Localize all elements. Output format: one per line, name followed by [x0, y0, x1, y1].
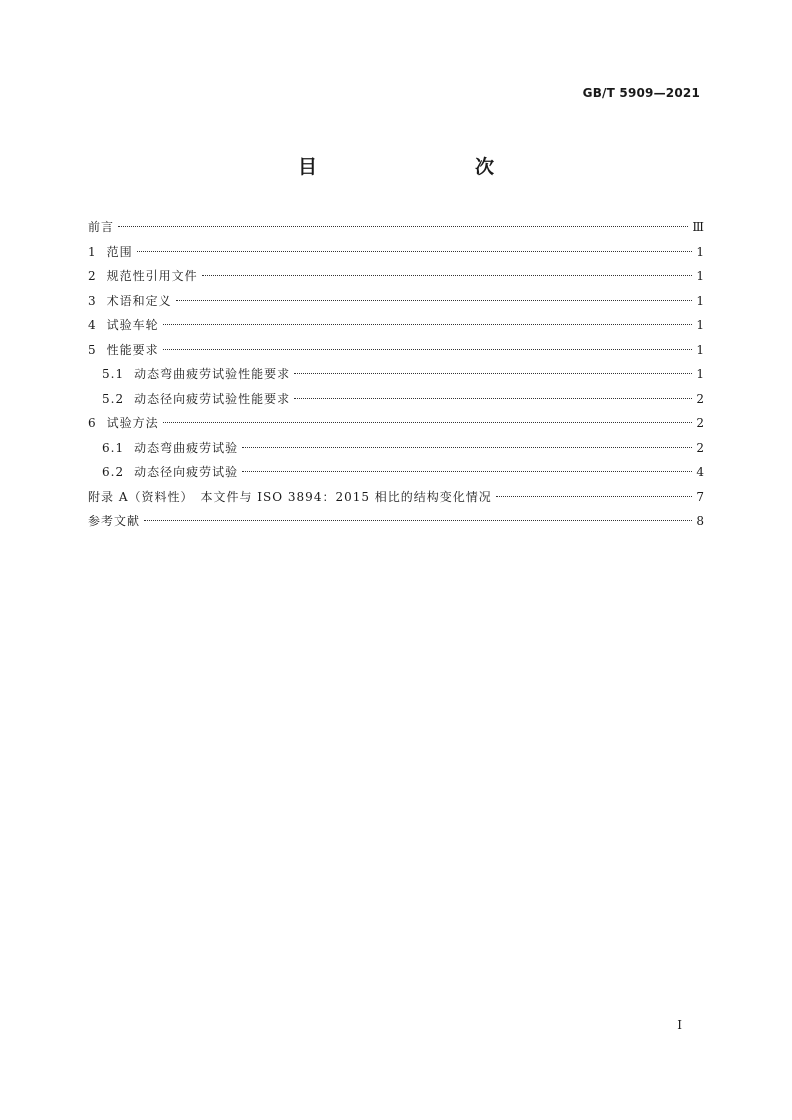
toc-entry-page: 1: [696, 318, 704, 332]
toc-entry-title: 参考文献: [88, 514, 141, 528]
toc-entry-page: Ⅲ: [692, 220, 704, 234]
toc-entry-page: 8: [696, 514, 704, 528]
dot-leader: [163, 422, 693, 423]
toc-entry[interactable]: [88, 387, 704, 412]
toc-entry-title: 试验方法: [106, 416, 159, 430]
toc-entry[interactable]: [88, 338, 704, 363]
dot-leader: [137, 251, 693, 252]
toc-entry[interactable]: [88, 460, 704, 485]
toc-entry-page: 1: [696, 367, 704, 381]
toc-entry-page: 1: [696, 244, 704, 259]
toc-entry-number: 4: [88, 318, 97, 332]
dot-leader: [176, 300, 693, 301]
toc-entry-number: 1: [88, 244, 97, 259]
toc-entry[interactable]: [88, 509, 704, 534]
toc-entry[interactable]: [88, 215, 704, 240]
dot-leader: [294, 398, 692, 399]
table-of-contents: [88, 215, 704, 534]
toc-entry-number: 5: [88, 342, 97, 357]
dot-leader: [118, 226, 688, 227]
toc-entry[interactable]: [88, 362, 704, 387]
toc-entry-page: 4: [696, 465, 704, 479]
toc-entry[interactable]: [88, 313, 704, 338]
toc-entry[interactable]: [88, 485, 704, 510]
dot-leader: [242, 447, 692, 448]
toc-entry-number: 6.1: [102, 440, 125, 455]
dot-leader: [163, 349, 693, 350]
toc-entry-title: 附录 A（资料性） 本文件与 ISO 3894：2015 相比的结构变化情况: [88, 489, 492, 504]
dot-leader: [294, 373, 692, 374]
toc-entry-title: 试验车轮: [106, 318, 159, 332]
dot-leader: [202, 275, 693, 276]
standard-code: GB/T 5909—2021: [582, 86, 700, 100]
dot-leader: [163, 324, 693, 325]
toc-entry-number: 5.2: [102, 391, 125, 406]
toc-entry-number: 5.1: [102, 367, 125, 381]
toc-entry-title: 前言: [88, 220, 115, 234]
toc-entry-page: 2: [696, 391, 704, 406]
toc-entry-title: 规范性引用文件: [106, 269, 198, 283]
toc-entry[interactable]: [88, 411, 704, 436]
toc-entry-page: 7: [696, 489, 704, 504]
toc-entry[interactable]: [88, 289, 704, 314]
dot-leader: [242, 471, 692, 472]
toc-entry-title: 动态弯曲疲劳试验: [134, 440, 239, 455]
toc-entry-title: 范围: [106, 244, 133, 259]
toc-entry-page: 2: [696, 440, 704, 455]
toc-entry[interactable]: [88, 264, 704, 289]
toc-entry-title: 动态径向疲劳试验性能要求: [134, 391, 291, 406]
page-title: 目 次: [297, 156, 534, 178]
toc-entry-page: 2: [696, 416, 704, 430]
toc-entry-page: 1: [696, 269, 704, 283]
toc-entry[interactable]: [88, 240, 704, 265]
toc-entry-title: 动态弯曲疲劳试验性能要求: [134, 367, 291, 381]
toc-entry-number: 3: [88, 293, 97, 308]
toc-entry-page: 1: [696, 293, 704, 308]
toc-entry-title: 动态径向疲劳试验: [134, 465, 239, 479]
toc-entry-title: 性能要求: [106, 342, 159, 357]
toc-entry-title: 术语和定义: [106, 293, 172, 308]
toc-entry[interactable]: [88, 436, 704, 461]
toc-entry-number: 6: [88, 416, 97, 430]
dot-leader: [144, 520, 692, 521]
page-number: Ⅰ: [677, 1018, 682, 1032]
toc-entry-page: 1: [696, 342, 704, 357]
toc-entry-number: 2: [88, 269, 97, 283]
dot-leader: [496, 496, 693, 497]
toc-entry-number: 6.2: [102, 465, 125, 479]
